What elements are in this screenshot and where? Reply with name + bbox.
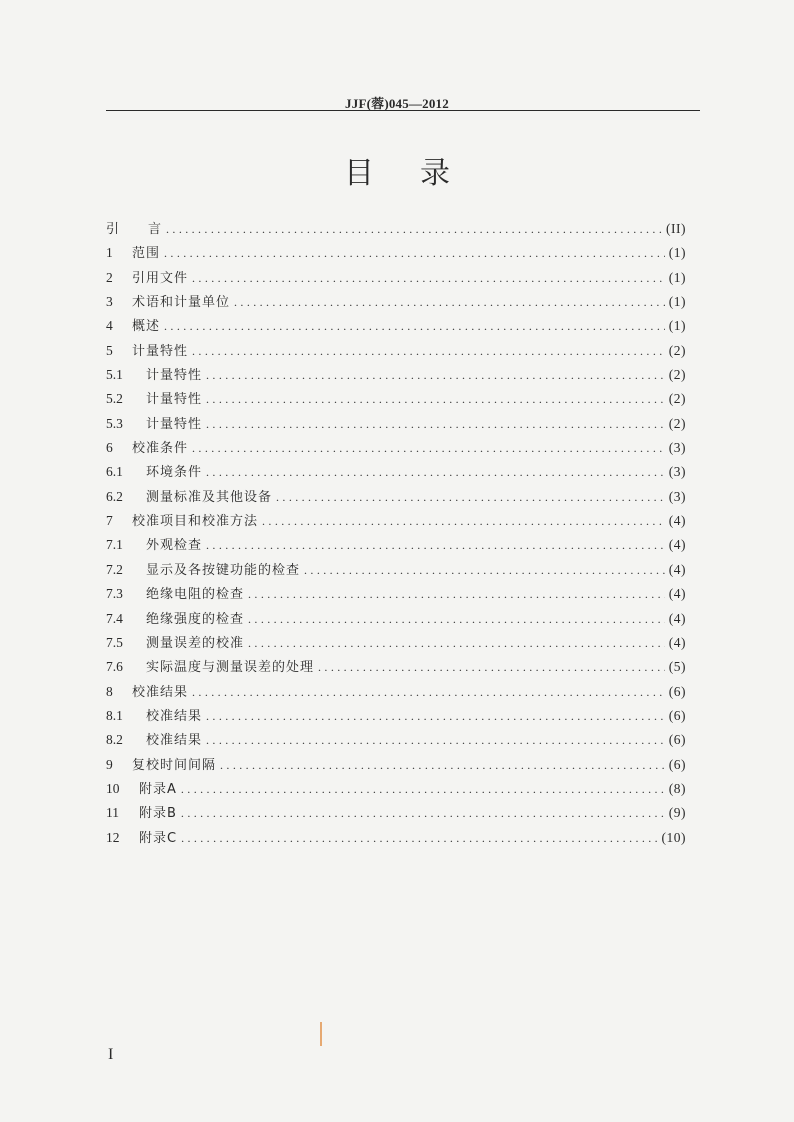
toc-entry-title: 计量特性 [146,368,203,384]
toc-leader-dots [192,441,665,456]
toc-leader-dots [318,660,665,675]
toc-leader-dots [206,465,665,480]
page-title-char-2: 录 [420,156,450,191]
toc-entry-title: 计量特性 [146,392,203,408]
toc-entry-number: 3 [106,294,113,310]
toc-entry-title: 校准条件 [132,441,189,457]
toc-leader-dots [206,538,665,553]
toc-entry[interactable] [106,656,686,680]
toc-entry-page: (3) [668,440,686,456]
toc-entry[interactable] [106,705,686,729]
toc-entry-title: 附录A [139,781,177,797]
toc-leader-dots [164,246,665,261]
toc-entry-number: 5.3 [106,415,123,431]
toc-entry[interactable] [106,802,686,826]
toc-entry-page: (2) [668,415,686,431]
toc-entry-number: 11 [106,805,119,821]
toc-entry-page: (4) [668,513,686,529]
toc-entry-title: 校准结果 [132,684,189,700]
toc-entry-title: 校准结果 [146,708,203,724]
toc-entry-page: (6) [668,732,686,748]
toc-entry-number: 7.6 [106,659,123,675]
toc-leader-dots [262,514,665,529]
toc-entry-title: 环境条件 [146,465,203,481]
toc-entry-number: 7.1 [106,537,123,553]
toc-entry-page: (4) [668,561,686,577]
toc-leader-dots [248,636,665,651]
toc-leader-dots [192,685,665,700]
toc-entry[interactable] [106,559,686,583]
toc-leader-dots [181,831,657,846]
toc-leader-dots [192,344,665,359]
toc-entry-page: (1) [668,294,686,310]
toc-entry-number: 6.1 [106,464,123,480]
toc-entry-title: 校准结果 [146,733,203,749]
toc-leader-dots [206,709,665,724]
toc-entry[interactable] [106,364,686,388]
toc-entry[interactable] [106,218,686,242]
toc-entry[interactable] [106,729,686,753]
toc-entry[interactable] [106,827,686,851]
toc-entry-page: (II) [666,221,686,236]
toc-entry-number: 5.2 [106,391,123,407]
toc-entry[interactable] [106,608,686,632]
toc-entry-number: 8 [106,683,113,699]
toc-leader-dots [206,368,665,383]
toc-entry-title: 显示及各按键功能的检查 [146,562,301,578]
toc-entry-page: (10) [661,829,686,845]
toc-leader-dots [181,782,665,797]
toc-leader-dots [248,587,665,602]
toc-entry-title: 绝缘电阻的检查 [146,587,245,603]
toc-entry[interactable] [106,583,686,607]
header-rule [106,110,700,111]
toc-entry-page: (4) [668,586,686,602]
toc-entry-title: 引 言 [106,222,163,237]
toc-entry-number: 12 [106,829,120,845]
toc-entry[interactable] [106,388,686,412]
toc-entry-page: (9) [668,805,686,821]
toc-leader-dots [234,295,665,310]
page-title-char-1: 目 [344,156,374,191]
toc-leader-dots [248,612,665,627]
toc-entry-title: 计量特性 [146,416,203,432]
toc-leader-dots [206,733,665,748]
toc-entry-number: 8.2 [106,732,123,748]
toc-entry-title: 范围 [132,246,161,262]
toc-leader-dots [166,222,662,237]
toc-entry-number: 1 [106,245,113,261]
toc-entry[interactable] [106,681,686,705]
toc-leader-dots [192,271,665,286]
toc-entry-page: (8) [668,780,686,796]
toc-leader-dots [276,490,665,505]
toc-entry-page: (2) [668,367,686,383]
toc-entry[interactable] [106,534,686,558]
toc-entry-page: (6) [668,683,686,699]
toc-entry[interactable] [106,461,686,485]
toc-entry-page: (3) [668,464,686,480]
toc-entry-title: 实际温度与测量误差的处理 [146,660,315,676]
toc-entry[interactable] [106,754,686,778]
toc-entry-number: 7.3 [106,586,123,602]
toc-leader-dots [304,563,665,578]
toc-entry-page: (6) [668,707,686,723]
toc-leader-dots [220,758,665,773]
toc-entry-page: (3) [668,488,686,504]
toc-entry-number: 4 [106,318,113,334]
toc-entry-page: (2) [668,391,686,407]
toc-entry-number: 10 [106,780,120,796]
toc-entry-number: 8.1 [106,707,123,723]
toc-entry[interactable] [106,413,686,437]
toc-entry-number: 5 [106,342,113,358]
toc-entry-number: 7.5 [106,634,123,650]
toc-entry-page: (4) [668,610,686,626]
toc-entry-number: 6 [106,440,113,456]
toc-entry-number: 7.4 [106,610,123,626]
toc-entry[interactable] [106,778,686,802]
toc-entry-number: 6.2 [106,488,123,504]
document-code: JJF(蓉)045—2012 [345,96,449,111]
toc-entry[interactable] [106,632,686,656]
page-title [0,148,794,192]
toc-entry[interactable] [106,291,686,315]
toc-entry-title: 计量特性 [132,343,189,359]
toc-entry-page: (5) [668,659,686,675]
toc-entry-title: 测量标准及其他设备 [146,489,273,505]
toc-entry-title: 附录B [139,806,177,822]
toc-entry-title: 术语和计量单位 [132,295,231,311]
toc-entry-title: 校准项目和校准方法 [132,514,259,530]
toc-entry-number: 7 [106,513,113,529]
toc-entry-title: 外观检查 [146,538,203,554]
binding-mark [320,1022,322,1046]
toc-entry[interactable] [106,486,686,510]
toc-leader-dots [206,392,665,407]
toc-entry[interactable] [106,315,686,339]
toc-entry-number: 7.2 [106,561,123,577]
toc-entry-title: 概述 [132,319,161,335]
toc-entry-title: 绝缘强度的检查 [146,611,245,627]
table-of-contents [106,218,686,851]
toc-entry-page: (4) [668,537,686,553]
toc-leader-dots [181,806,665,821]
toc-entry-title: 测量误差的校准 [146,635,245,651]
toc-entry[interactable] [106,510,686,534]
toc-leader-dots [206,417,665,432]
toc-entry-number: 5.1 [106,367,123,383]
toc-entry-page: (4) [668,634,686,650]
toc-entry-number: 9 [106,756,113,772]
toc-entry-page: (6) [668,756,686,772]
toc-entry-page: (1) [668,245,686,261]
toc-entry[interactable] [106,267,686,291]
toc-entry-title: 复校时间间隔 [132,757,217,773]
toc-leader-dots [164,319,665,334]
toc-entry-number: 2 [106,269,113,285]
toc-entry-title: 引用文件 [132,270,189,286]
toc-entry-page: (2) [668,342,686,358]
toc-entry-page: (1) [668,318,686,334]
toc-entry-title: 附录C [139,830,178,846]
toc-entry[interactable] [106,340,686,364]
toc-entry[interactable] [106,437,686,461]
toc-entry-page: (1) [668,269,686,285]
footer-page-number: I [108,1046,114,1063]
toc-entry[interactable] [106,242,686,266]
